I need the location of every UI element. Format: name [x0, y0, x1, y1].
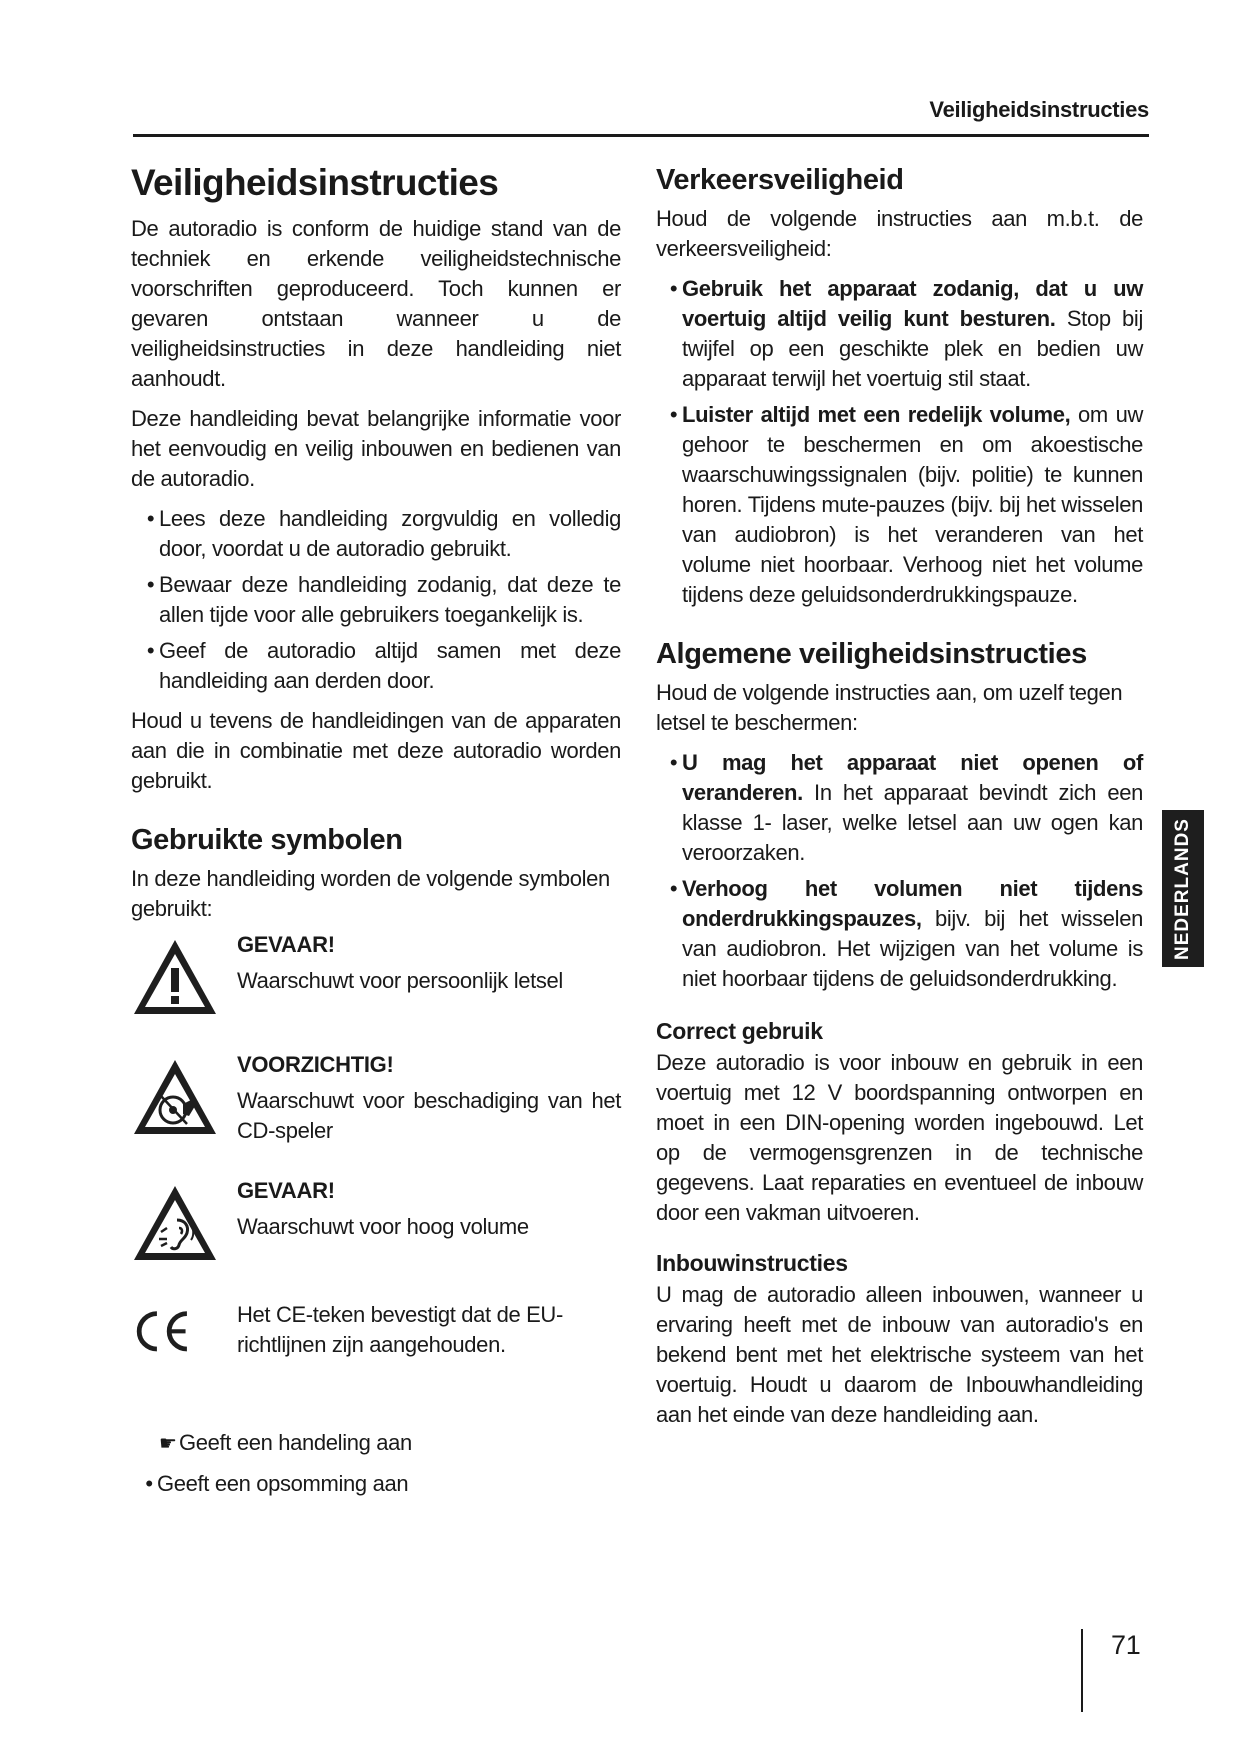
symbol-description: Waarschuwt voor beschadiging van het CD-speler: [237, 1088, 621, 1143]
symbol-ce-mark: [131, 1300, 621, 1400]
correct-use-heading: Correct gebruik: [656, 1018, 823, 1044]
symbol-description: Waarschuwt voor persoonlijk letsel: [237, 968, 563, 993]
installation-heading: Inbouwinstructies: [656, 1250, 848, 1276]
running-header: Veiligheidsinstructies: [929, 97, 1149, 122]
page-number-rule: [1081, 1629, 1083, 1712]
right-column: [656, 160, 1143, 1440]
traffic-intro: Houd de volgende instructies aan m.b.t. de verkeersveiligheid:: [656, 206, 1143, 261]
symbol-caution-cd: [131, 1050, 621, 1176]
list-item: • Gebruik het apparaat zodanig, dat u uw voertuig altijd veilig kunt besturen. Stop bij twijfel op een geschikte plek en bedien uw apparaat terwijl het voertuig stil staat.: [669, 276, 1143, 391]
list-item: • Bewaar deze handleiding zodanig, dat deze te allen tijde voor alle gebruikers toegankelijk is.: [146, 572, 621, 627]
language-tab: NEDERLANDS: [1162, 810, 1204, 967]
warning-exclamation-icon: [131, 936, 219, 1018]
pointing-hand-icon: ☛: [159, 1433, 177, 1455]
symbols-heading: Gebruikte symbolen: [131, 824, 403, 856]
symbol-danger-volume: [131, 1176, 621, 1300]
symbol-title: GEVAAR!: [237, 932, 335, 957]
symbol-description: Waarschuwt voor hoog volume: [237, 1214, 529, 1239]
general-intro: Houd de volgende instructies aan, om uzelf tegen letsel te beschermen:: [656, 680, 1123, 735]
general-bullets: [656, 748, 1143, 994]
list-item: • U mag het apparaat niet openen of veranderen. In het apparaat bevindt zich een klasse 1- laser, welke letsel aan uw ogen kan veroorzaken.: [669, 750, 1143, 865]
correct-use-text: Deze autoradio is voor inbouw en gebruik in een voertuig met 12 V boordspanning ontworpen en moet in een DIN-opening worden ingebouwd. Let op de vermogensgrenzen in de technische gegevens. Laat reparaties en eventueel de inbouw door een vakman uitvoeren.: [656, 1050, 1143, 1225]
list-item: • Luister altijd met een redelijk volume, om uw gehoor te beschermen en om akoestische waarschuwingssignalen (bijv. politie) te kunnen horen. Tijdens mute-pauzes (bijv. bij het wisselen van audiobron) is het veranderen van het volume niet hoorbaar. Verhoog niet het volume tijdens deze geluidsonderdrukkingspauze.: [669, 402, 1143, 607]
left-column: [131, 160, 621, 1509]
symbol-danger-personal: [131, 930, 621, 1050]
page-title: Veiligheidsinstructies: [131, 162, 499, 203]
list-item: • Lees deze handleiding zorgvuldig en volledig door, voordat u de autoradio gebruikt.: [146, 506, 621, 561]
info-paragraph: Deze handleiding bevat belangrijke informatie voor het eenvoudig en veilig inbouwen en bedienen van de autoradio.: [131, 406, 621, 491]
warning-ear-icon: [131, 1182, 219, 1264]
manual-bullets: [131, 504, 621, 696]
other-manuals-paragraph: Houd u tevens de handleidingen van de apparaten aan die in combinatie met deze autoradio worden gebruikt.: [131, 708, 621, 793]
symbol-title: VOORZICHTIG!: [237, 1052, 394, 1077]
traffic-safety-heading: Verkeersveiligheid: [656, 164, 904, 196]
intro-paragraph: De autoradio is conform de huidige stand van de techniek en erkende veiligheidstechnische voorschriften geproduceerd. Toch kunnen er gevaren ontstaan wanneer u de veiligheidsinstructies in deze handleiding niet aanhoudt.: [131, 216, 621, 391]
list-explanation: • Geeft een opsomming aan: [145, 1471, 409, 1496]
ce-mark-icon: [131, 1304, 191, 1360]
general-safety-heading: Algemene veiligheidsinstructies: [656, 638, 1087, 670]
list-item: • Geef de autoradio altijd samen met deze handleiding aan derden door.: [146, 638, 621, 693]
traffic-bullets: [656, 274, 1143, 610]
symbol-title: GEVAAR!: [237, 1178, 335, 1203]
header-rule: [133, 134, 1149, 137]
action-explanation: ☛ Geeft een handeling aan: [159, 1428, 621, 1459]
list-item: • Verhoog het volumen niet tijdens onderdrukkingspauzes, bijv. bij het wisselen van audiobron. Het wijzigen van het volume is niet hoorbaar tijdens de geluidsonderdrukking.: [669, 876, 1143, 991]
installation-text: U mag de autoradio alleen inbouwen, wanneer u ervaring heeft met de inbouw van autoradio's en bekend bent met het elektrische systeem van het voertuig. Houdt u daarom de Inbouwhandleiding aan het einde van deze handleiding aan.: [656, 1282, 1143, 1427]
symbol-description: Het CE-teken bevestigt dat de EU-richtlijnen zijn aangehouden.: [237, 1302, 563, 1357]
warning-cd-icon: [131, 1056, 219, 1138]
symbols-intro: In deze handleiding worden de volgende symbolen gebruikt:: [131, 866, 610, 921]
page-number: 71: [1111, 1630, 1141, 1660]
